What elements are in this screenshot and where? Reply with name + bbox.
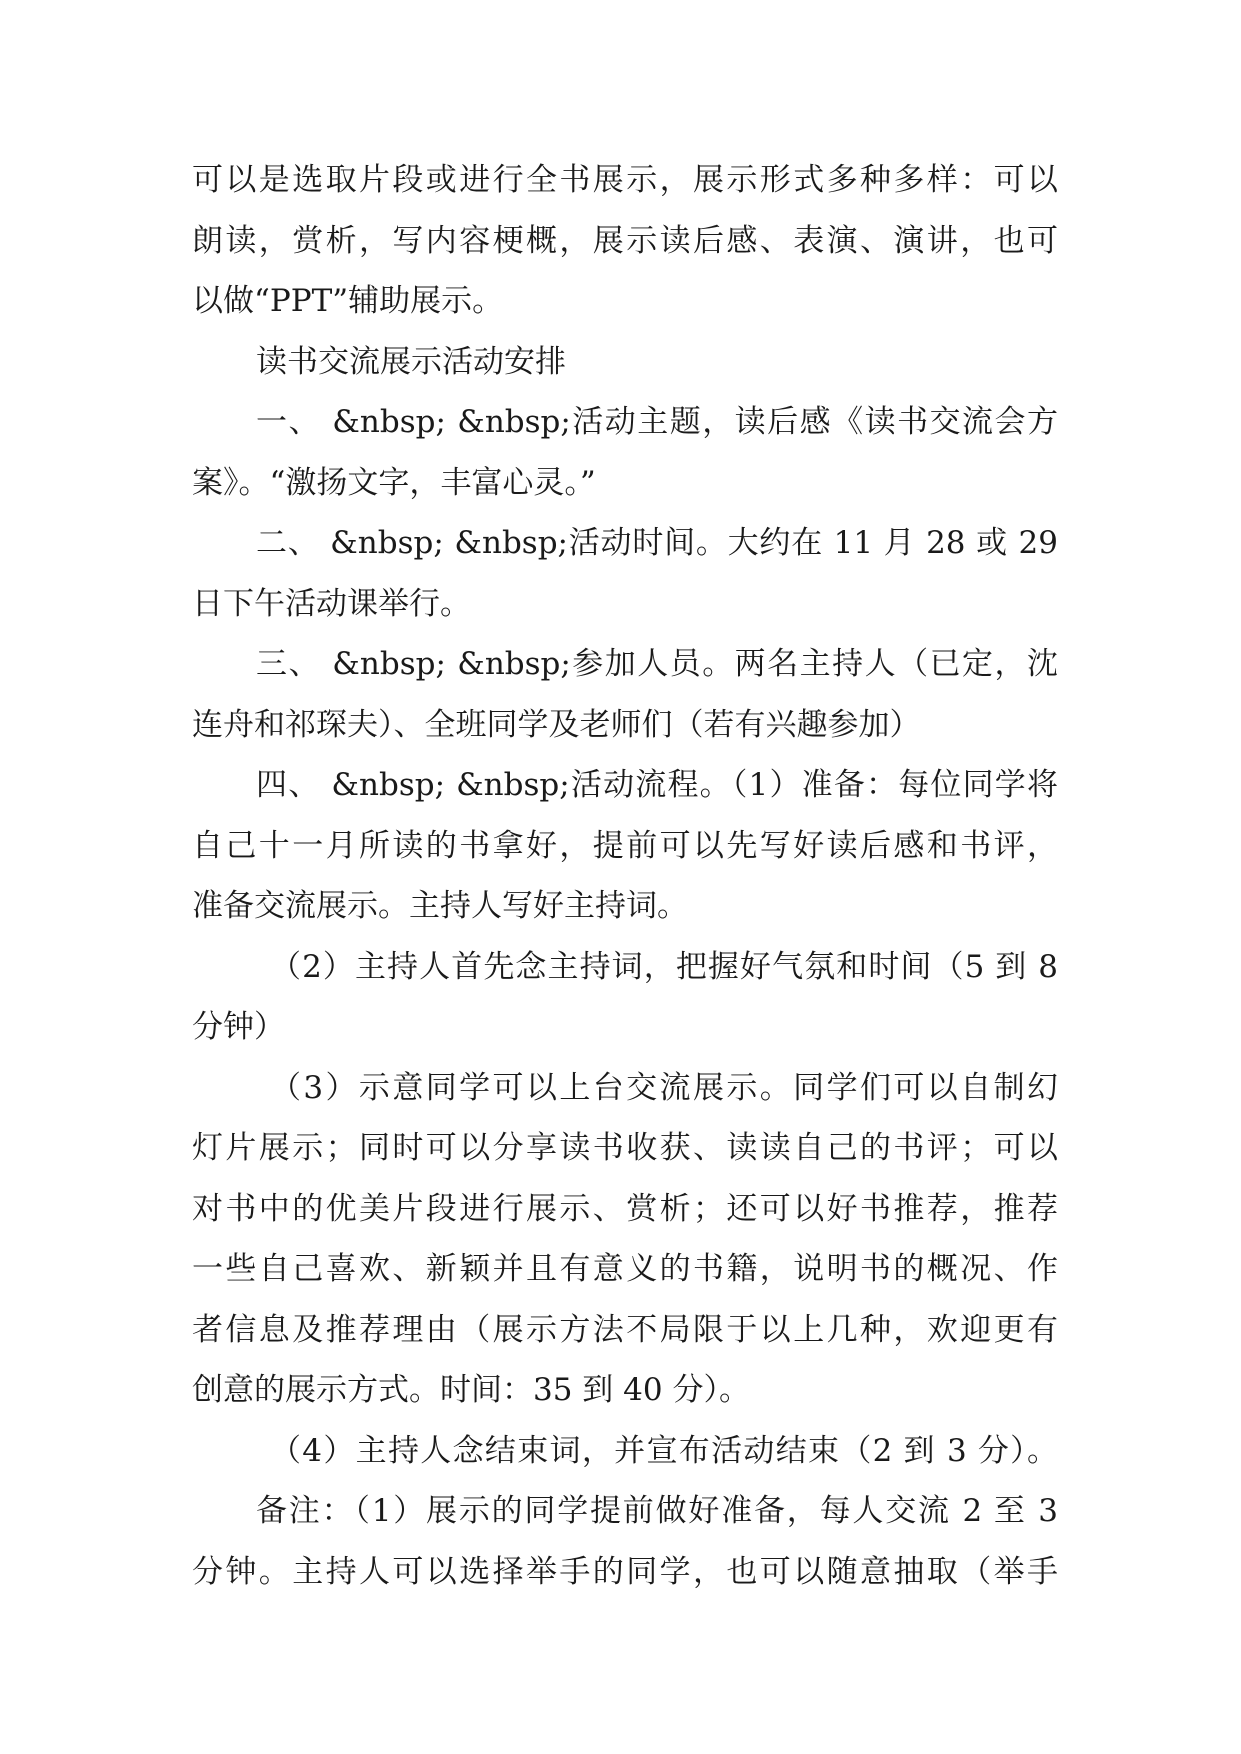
text-line: 以做“PPT”辅助展示。 — [192, 283, 504, 319]
document-body — [192, 150, 1058, 1602]
text-line: 分钟。主持人可以选择举手的同学，也可以随意抽取（举手 — [192, 1553, 1058, 1590]
text-line: 对书中的优美片段进行展示、赏析；还可以好书推荐，推荐 — [192, 1190, 1058, 1227]
text-line: 三、 &nbsp; &nbsp;参加人员。两名主持人（已定，沈 — [256, 646, 1058, 682]
text-line: （4）主持人念结束词，并宣布活动结束（2 到 3 分）。 — [270, 1432, 1058, 1469]
text-line: 可以是选取片段或进行全书展示，展示形式多种多样：可以 — [192, 162, 1058, 198]
text-line: （3）示意同学可以上台交流展示。同学们可以自制幻 — [270, 1069, 1058, 1106]
text-line: 一、 &nbsp; &nbsp;活动主题，读后感《读书交流会方 — [256, 404, 1058, 440]
section-heading: 读书交流展示活动安排 — [256, 343, 566, 380]
text-line: 案》。“激扬文字，丰富心灵。” — [192, 464, 596, 501]
text-line: 创意的展示方式。时间：35 到 40 分）。 — [192, 1372, 750, 1408]
text-line: 灯片展示；同时可以分享读书收获、读读自己的书评；可以 — [192, 1130, 1058, 1166]
text-line: 分钟） — [192, 1009, 285, 1045]
text-line: 备注：（1）展示的同学提前做好准备，每人交流 2 至 3 — [256, 1493, 1058, 1529]
text-line: 日下午活动课举行。 — [192, 585, 471, 622]
text-line: 二、 &nbsp; &nbsp;活动时间。大约在 11 月 28 或 29 — [256, 525, 1058, 561]
text-line: 一些自己喜欢、新颖并且有意义的书籍，说明书的概况、作 — [192, 1251, 1058, 1287]
text-line: 准备交流展示。主持人写好主持词。 — [192, 888, 688, 924]
text-line: 朗读，赏析，写内容梗概，展示读后感、表演、演讲，也可 — [192, 222, 1058, 259]
text-line: 四、 &nbsp; &nbsp;活动流程。（1）准备：每位同学将 — [256, 767, 1058, 803]
text-line: 自己十一月所读的书拿好，提前可以先写好读后感和书评， — [192, 827, 1058, 864]
text-line: 者信息及推荐理由（展示方法不局限于以上几种，欢迎更有 — [192, 1311, 1058, 1348]
text-line: 连舟和祁琛夫）、全班同学及老师们（若有兴趣参加） — [192, 706, 921, 743]
text-line: （2）主持人首先念主持词，把握好气氛和时间（5 到 8 — [270, 948, 1058, 985]
